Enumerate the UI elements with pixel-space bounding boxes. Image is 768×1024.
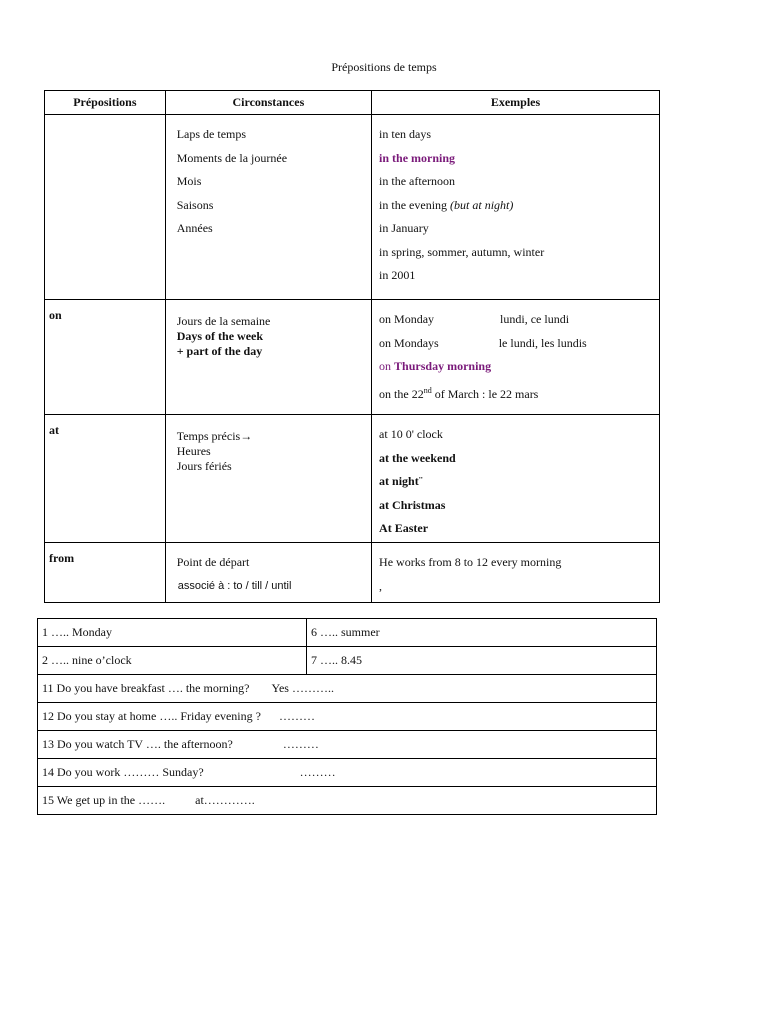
example-january: in January <box>379 221 429 235</box>
exemples-cell-from <box>372 543 660 603</box>
circ-annees: Années <box>176 221 213 235</box>
example-afternoon: in the afternoon <box>379 174 456 188</box>
circ-temps-precis: Temps précis→ <box>176 429 253 443</box>
table-row-in <box>45 115 660 300</box>
exemples-cell-on <box>372 300 660 415</box>
exemples-cell-in <box>372 115 660 300</box>
preposition-cell-from <box>45 543 166 603</box>
exercise-11: 11 Do you have breakfast …. the morning? Yes ……….. <box>38 675 657 703</box>
circ-saisons: Saisons <box>176 197 214 212</box>
example-morning: in the morning <box>379 150 456 165</box>
circonstances-cell-from <box>165 543 371 603</box>
example-ten-days: in ten days <box>379 127 432 141</box>
exercise-row-15 <box>38 787 657 815</box>
preposition-cell-at <box>45 415 166 543</box>
example-thursday-morning: on Thursday morning <box>379 359 492 373</box>
exercise-7: 7 ….. 8.45 <box>307 647 657 675</box>
circ-part-of-day: + part of the day <box>176 344 263 358</box>
preposition-cell-on <box>45 300 166 415</box>
header-exemples: Exemples <box>372 91 660 115</box>
circonstances-cell-on <box>165 300 371 415</box>
exercise-row-11 <box>38 675 657 703</box>
example-weekend: at the weekend <box>379 450 456 465</box>
preposition-cell-in <box>45 115 166 300</box>
example-comma: , <box>379 578 383 593</box>
example-christmas: at Christmas <box>379 497 446 512</box>
exercise-15: 15 We get up in the ……. at…………. <box>38 787 657 815</box>
table-row-on <box>45 300 660 415</box>
circ-point-depart: Point de départ <box>176 555 250 569</box>
circ-heures: Heures <box>176 444 211 458</box>
circ-laps-de-temps: Laps de temps <box>176 127 247 141</box>
header-row <box>45 91 660 115</box>
table-row-from <box>45 543 660 603</box>
circ-jours-semaine: Jours de la semaine <box>176 314 271 328</box>
exercise-table <box>37 618 657 815</box>
circ-days-of-week: Days of the week <box>176 329 264 343</box>
exercise-6: 6 ….. summer <box>307 619 657 647</box>
header-circonstances: Circonstances <box>165 91 371 115</box>
header-prepositions: Prépositions <box>45 91 166 115</box>
exercise-row-1 <box>38 619 657 647</box>
example-ten-oclock: at 10 0' clock <box>379 427 443 441</box>
example-works: He works from 8 to 12 every morning <box>379 555 562 569</box>
preposition-from: from <box>49 551 75 565</box>
circonstances-cell-in <box>165 115 371 300</box>
exercise-row-12 <box>38 703 657 731</box>
example-le-lundi: le lundi, les lundis <box>498 335 587 350</box>
circ-mois: Mois <box>176 174 202 188</box>
preposition-on: on <box>49 308 62 322</box>
exemples-cell-at <box>372 415 660 543</box>
example-2001: in 2001 <box>379 268 416 282</box>
exercise-13: 13 Do you watch TV …. the afternoon? ……… <box>38 731 657 759</box>
example-on-monday: on Monday lundi, ce lundi <box>379 312 570 326</box>
table-row-at <box>45 415 660 543</box>
preposition-in <box>45 115 165 123</box>
example-on-mondays: on Mondays le lundi, les lundis <box>379 335 587 350</box>
example-lundi: lundi, ce lundi <box>500 312 570 326</box>
circ-jours-feries: Jours fériés <box>176 459 232 473</box>
example-seasons: in spring, sommer, autumn, winter <box>379 244 545 259</box>
example-easter: At Easter <box>379 521 429 535</box>
exercise-row-13 <box>38 731 657 759</box>
exercise-row-2 <box>38 647 657 675</box>
page-title: Prépositions de temps <box>331 60 437 74</box>
exercise-row-14 <box>38 759 657 787</box>
example-night: at night¨ <box>379 474 423 488</box>
example-but-at-night: (but at night) <box>450 197 514 212</box>
circonstances-cell-at <box>165 415 371 543</box>
example-22nd-march: on the 22nd of March : le 22 mars <box>379 385 539 401</box>
exercise-2: 2 ….. nine o’clock <box>38 647 307 675</box>
example-evening <box>379 194 659 218</box>
circ-moments-journee: Moments de la journée <box>176 150 288 165</box>
prepositions-table <box>44 90 660 603</box>
exercise-1: 1 ….. Monday <box>38 619 307 647</box>
example-evening-text: in the evening <box>379 197 448 212</box>
circ-associe: associé à : to / till / until <box>177 579 292 592</box>
exercise-14: 14 Do you work ……… Sunday? ……… <box>38 759 657 787</box>
exercise-12: 12 Do you stay at home ….. Friday evening ? ……… <box>38 703 657 731</box>
preposition-at: at <box>49 423 59 437</box>
